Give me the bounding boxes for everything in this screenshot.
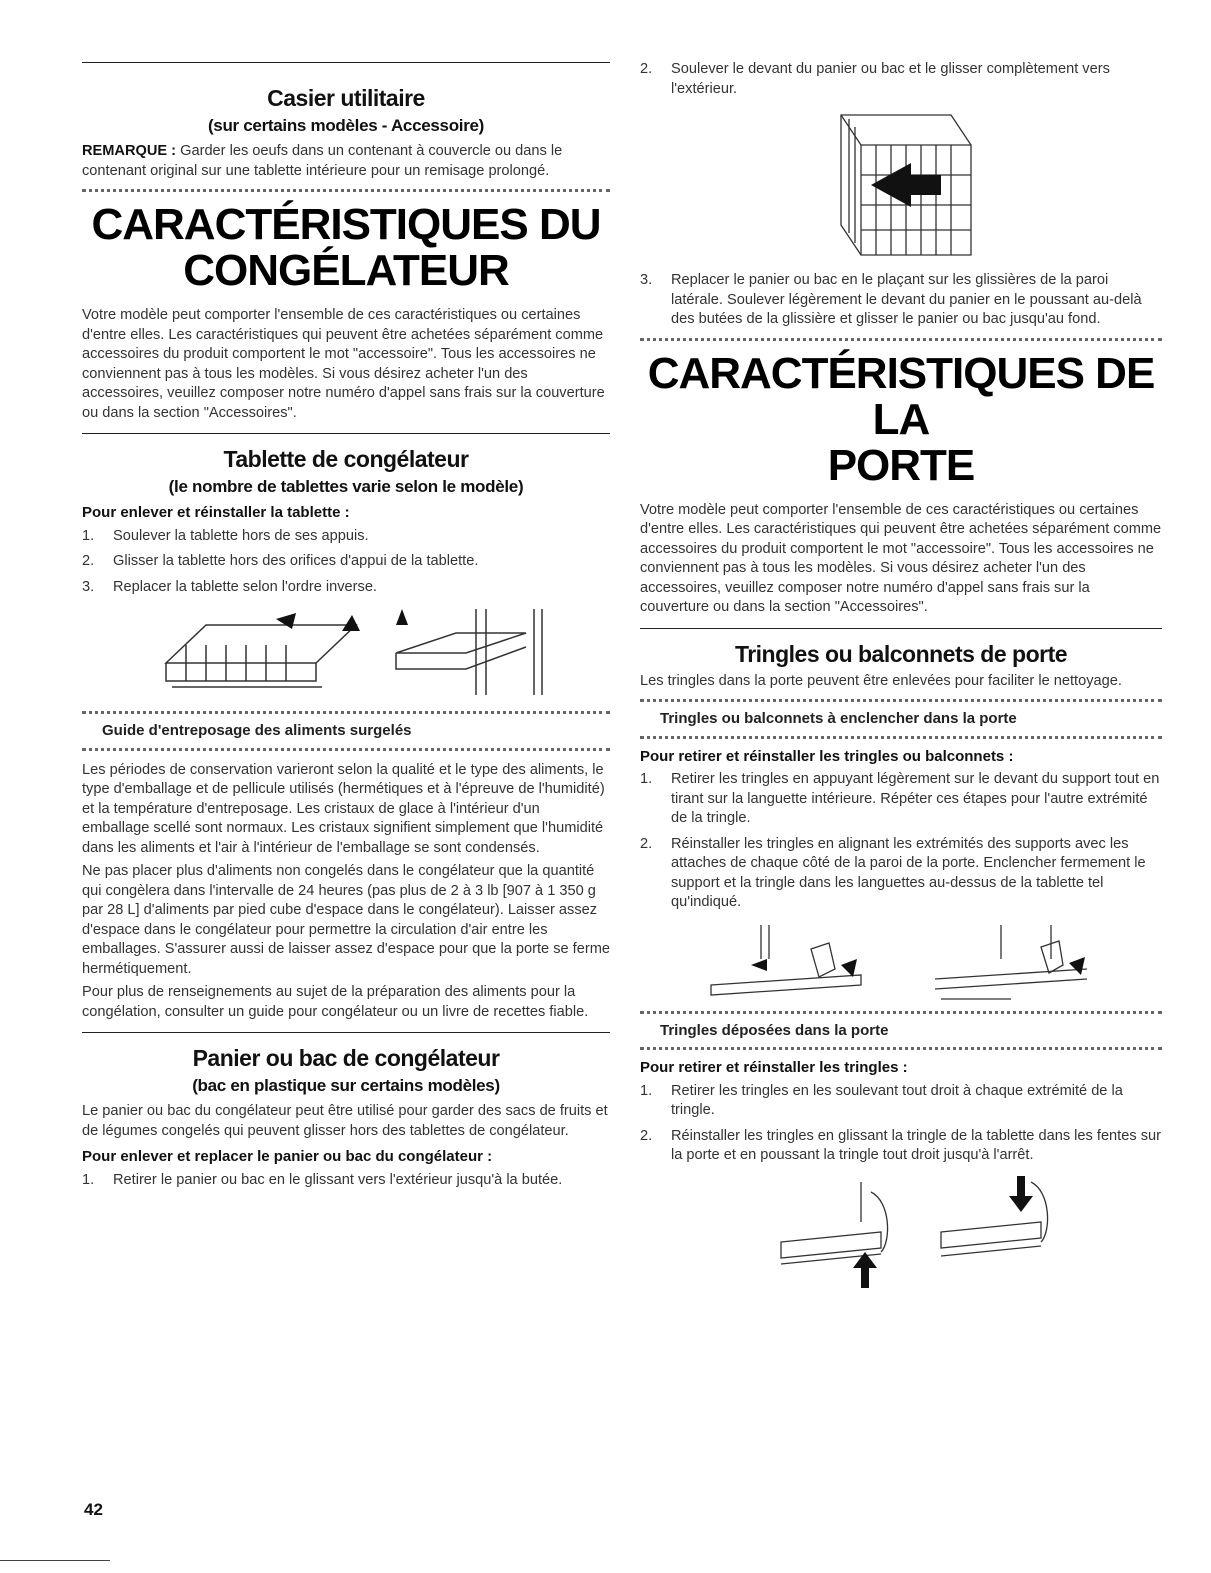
drop-rail-illustration [741, 1172, 1061, 1292]
utility-note [82, 142, 610, 181]
snap-rails-steps [640, 770, 1162, 913]
snap-rails-heading: Tringles ou balconnets à enclencher dans la porte [660, 710, 1017, 727]
door-intro: Votre modèle peut comporter l'ensemble de ces caractéristiques ou certaines d'entre elles. Les caractéristiques qui peuvent être achetées séparément comme accessoires du produit comportent le mot "accessoire". Tous les accessoires ne conviennent pas à tous les modèles. Si vous désirez acheter l'un des accessoires, veuillez composer notre numéro d'appel sans frais sur la couverture ou dans la section "Accessoires". [640, 501, 1162, 615]
guide-paragraph: Ne pas placer plus d'aliments non congelés dans le congélateur que la quantité qui congèlera dans l'intervalle de 24 heures (pas plus de 2 à 3 lb [907 à 1 350 g par 28 L] d'aliments par pied cube d'espace dans le congélateur). Laisser assez d'espace dans le congélateur pour permettre la circulation d'air entre les emballages. S'assurer aussi de laisser assez d'espace pour que la porte se ferme hermétiquement. [82, 863, 610, 977]
note-lead: REMARQUE : [82, 143, 177, 159]
list-item: 1. Retirer les tringles en appuyant légèrement sur le devant du support tout en tirant sur la languette intérieure. Répéter ces étapes pour l'autre extrémité de la tringle. [640, 771, 1160, 826]
drop-rails-lead: Pour retirer et réinstaller les tringles : [640, 1059, 908, 1076]
list-item: 2. Soulever le devant du panier ou bac et le glisser complètement vers l'extérieur. [640, 61, 1110, 97]
freezer-shelf-subtitle: (le nombre de tablettes varie selon le modèle) [168, 477, 524, 496]
note-text: Garder les oeufs dans un contenant à couvercle ou dans le contenant original sur une tablette intérieure pour un remisage prolongé. [82, 143, 563, 179]
drop-rails-header [640, 1011, 1162, 1051]
left-column [82, 62, 610, 1196]
freezer-features-title [82, 202, 610, 294]
dotted-divider [640, 338, 1162, 341]
basket-steps [82, 1171, 610, 1191]
shelf-illustration [146, 603, 546, 699]
list-item: 2. Glisser la tablette hors des orifices d'appui de la tablette. [82, 553, 479, 569]
utility-bin-subtitle: (sur certains modèles - Accessoire) [207, 116, 485, 135]
shelf-instructions-lead: Pour enlever et réinstaller la tablette : [82, 504, 350, 521]
door-features-title [640, 348, 1162, 490]
door-title-line1: CARACTÉRISTIQUES DE LA [647, 348, 1155, 444]
list-item: 1. Soulever la tablette hors de ses appuis. [82, 527, 369, 544]
list-item: 1. Retirer le panier ou bac en le glissant vers l'extérieur jusqu'à la butée. [82, 1171, 563, 1188]
freezer-title-line2: CONGÉLATEUR [183, 246, 509, 295]
basket-intro: Le panier ou bac du congélateur peut être utilisé pour garder des sacs de fruits et de légumes congelés qui peuvent glisser hors des tablettes de congélateur. [82, 1103, 608, 1139]
door-rails-title: Tringles ou balconnets de porte [734, 640, 1068, 667]
freezer-basket-title: Panier ou bac de congélateur [192, 1045, 500, 1071]
freezer-basket-subtitle: (bac en plastique sur certains modèles) [192, 1076, 500, 1095]
guide-paragraph: Les périodes de conservation varieront selon la qualité et le type des aliments, le type d'emballage et de pellicule utilisés (hermétiques et à l'épreuve de l'humidité) et la température d'entreposage. Les cristaux de glace à l'intérieur d'un emballage scellé sont normaux. Les cristaux signifient simplement que l'humidité dans les aliments et l'air à l'intérieur de l'emballage se sont condensés. [82, 761, 605, 856]
list-item: 3. Replacer la tablette selon l'ordre inverse. [82, 578, 377, 595]
list-item: 2. Réinstaller les tringles en glissant la tringle de la tablette dans les fentes sur la porte et en poussant la tringle tout droit jusqu'à l'arrêt. [640, 1127, 1161, 1163]
rails-intro: Les tringles dans la porte peuvent être enlevées pour faciliter le nettoyage. [640, 672, 1122, 689]
footer-rule [0, 1560, 110, 1561]
basket-illustration [801, 105, 1001, 265]
section-rule [640, 628, 1162, 629]
basket-steps-continued [640, 60, 1162, 99]
page-number: 42 [84, 1500, 103, 1519]
door-title-line2: PORTE [827, 440, 975, 490]
freezer-intro: Votre modèle peut comporter l'ensemble de ces caractéristiques ou certaines d'entre elles. Les caractéristiques qui peuvent être achetées séparément comme accessoires du produit comportent le mot "accessoire". Tous les accessoires ne conviennent pas à tous les modèles. Si vous désirez acheter l'un des accessoires, veuillez composer notre numéro d'appel sans frais sur la couverture ou dans la section "Accessoires". [82, 307, 605, 421]
right-column [640, 60, 1162, 1298]
basket-steps-continued-2 [640, 271, 1162, 330]
basket-instructions-lead: Pour enlever et replacer le panier ou bac du congélateur : [82, 1148, 493, 1165]
drop-rails-steps [640, 1082, 1162, 1166]
freezer-shelf-title: Tablette de congélateur [223, 446, 469, 472]
section-rule [82, 433, 610, 434]
list-item: 1. Retirer les tringles en les soulevant tout droit à chaque extrémité de la tringle. [640, 1082, 1123, 1118]
list-item: 2. Réinstaller les tringles en alignant les extrémités des supports avec les attaches de chaque côté de la paroi de la porte. Enclencher fermement le support et la tringle dans les languettes au-dessus de la tablette tel qu'indiqué. [640, 835, 1146, 910]
guide-paragraph: Pour plus de renseignements au sujet de la préparation des aliments pour la congélation, consulter un guide pour congélateur ou un livre de recettes fiable. [82, 984, 589, 1020]
snap-rails-lead: Pour retirer et réinstaller les tringles ou balconnets : [640, 747, 1014, 765]
list-item: 3. Replacer le panier ou bac en le plaçant sur les glissières de la paroi latérale. Soulever légèrement le devant du panier en le poussant au-delà des butées de la glissière et glisser le panier ou bac jusqu'au fond. [640, 272, 1142, 327]
snap-rail-illustration [691, 919, 1111, 1003]
section-rule [82, 62, 610, 63]
dotted-divider [82, 189, 610, 192]
freezer-title-line1: CARACTÉRISTIQUES DU [91, 200, 601, 249]
shelf-steps [82, 527, 610, 598]
storage-guide-header [82, 711, 610, 751]
storage-guide-heading: Guide d'entreposage des aliments surgelés [102, 722, 412, 739]
section-rule [82, 1032, 610, 1033]
utility-bin-title: Casier utilitaire [267, 85, 425, 111]
drop-rails-heading: Tringles déposées dans la porte [660, 1021, 889, 1039]
snap-rails-header [640, 699, 1162, 739]
